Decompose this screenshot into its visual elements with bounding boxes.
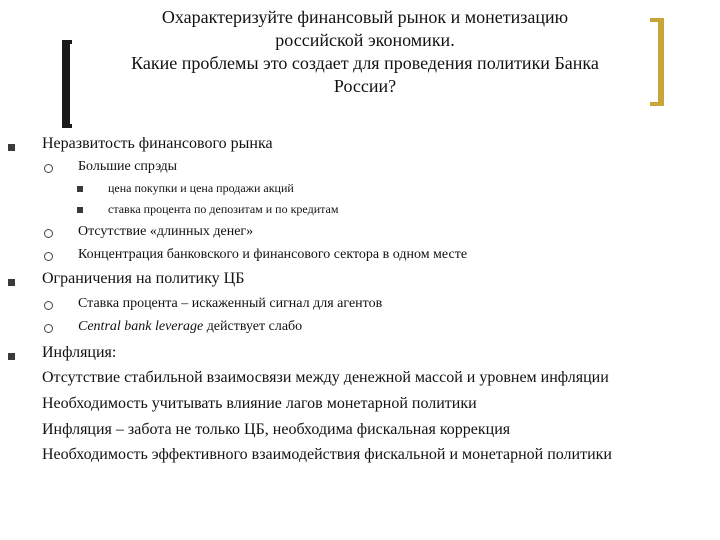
subitem-concentration: Концентрация банковского и финансового сектора в одном месте bbox=[78, 247, 468, 262]
section-heading-3: Инфляция: bbox=[42, 344, 117, 361]
circle-bullet-icon bbox=[44, 164, 53, 173]
decorative-right-bracket bbox=[650, 18, 664, 106]
circle-bullet-icon bbox=[44, 301, 53, 310]
subitem-spreads: Большие спрэды bbox=[78, 159, 178, 174]
slide-title bbox=[90, 6, 640, 98]
leverage-rest-text: действует слабо bbox=[203, 319, 303, 334]
subitem-leverage bbox=[78, 319, 302, 335]
inflation-line-1: Отсутствие стабильной взаимосвязи между денежной массой и уровнем инфляции bbox=[42, 369, 609, 386]
circle-bullet-icon bbox=[44, 229, 53, 238]
subitem-rate-signal: Ставка процента – искаженный сигнал для агентов bbox=[78, 296, 383, 311]
decorative-left-bracket bbox=[62, 40, 72, 128]
square-bullet-small-icon bbox=[77, 186, 83, 192]
leverage-italic-text: Central bank leverage bbox=[78, 319, 204, 334]
title-line-3: Какие проблемы это создает для проведения политики Банка bbox=[131, 53, 599, 73]
square-bullet-icon bbox=[8, 353, 15, 360]
circle-bullet-icon bbox=[44, 252, 53, 261]
circle-bullet-icon bbox=[44, 324, 53, 333]
section-heading-1: Неразвитость финансового рынка bbox=[42, 135, 273, 152]
square-bullet-icon bbox=[8, 279, 15, 286]
inflation-line-2: Необходимость учитывать влияние лагов монетарной политики bbox=[42, 395, 477, 412]
title-line-4: России? bbox=[333, 76, 397, 96]
square-bullet-small-icon bbox=[77, 207, 83, 213]
section-heading-2: Ограничения на политику ЦБ bbox=[42, 270, 245, 287]
inflation-line-4: Необходимость эффективного взаимодействия фискальной и монетарной политики bbox=[42, 446, 612, 463]
detail-item-2: ставка процента по депозитам и по кредитам bbox=[108, 202, 339, 216]
title-line-2: российской экономики. bbox=[275, 30, 455, 50]
square-bullet-icon bbox=[8, 144, 15, 151]
subitem-long-money: Отсутствие «длинных денег» bbox=[78, 224, 254, 239]
inflation-line-3: Инфляция – забота не только ЦБ, необходима фискальная коррекция bbox=[42, 421, 511, 438]
detail-item-1: цена покупки и цена продажи акций bbox=[108, 181, 294, 195]
title-line-1: Охарактеризуйте финансовый рынок и монетизацию bbox=[161, 7, 569, 27]
